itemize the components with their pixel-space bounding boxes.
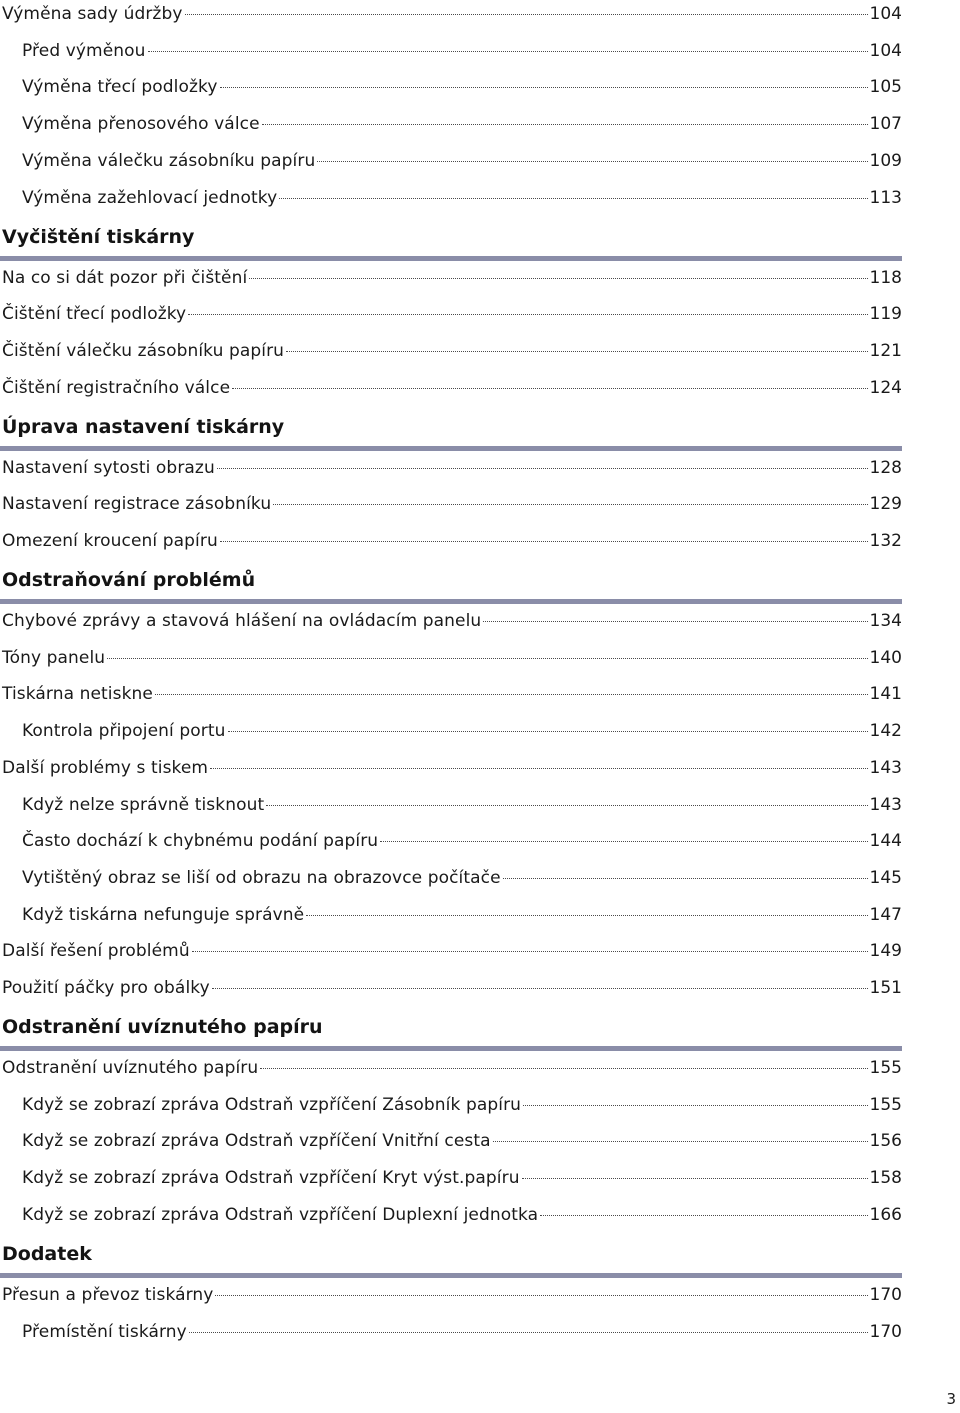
toc-row <box>0 1127 902 1155</box>
dot-leader <box>217 467 868 469</box>
toc-row <box>0 974 902 1002</box>
toc-entry[interactable] <box>2 527 902 555</box>
toc-entry[interactable] <box>2 337 902 365</box>
dot-leader <box>210 767 867 769</box>
toc-entry[interactable] <box>2 0 902 28</box>
entry-title: Výměna přenosového válce <box>22 114 260 135</box>
dot-leader <box>107 657 867 659</box>
entry-title: Když se zobrazí zpráva Odstraň vzpříčení Zásobník papíru <box>22 1094 522 1115</box>
toc-row <box>0 717 902 745</box>
entry-title: Před výměnou <box>22 40 146 61</box>
entry-page-number: 149 <box>869 941 902 962</box>
dot-leader <box>523 1104 868 1106</box>
dot-leader <box>279 197 867 199</box>
entry-page-number: 129 <box>869 494 902 515</box>
dot-leader <box>273 503 867 505</box>
entry-page-number: 121 <box>869 340 902 361</box>
section-heading <box>2 1239 902 1269</box>
entry-page-number: 145 <box>869 867 902 888</box>
toc-entry[interactable] <box>2 1281 902 1309</box>
entry-title: Výměna sady údržby <box>2 4 183 24</box>
toc-subentry[interactable] <box>22 864 902 892</box>
toc-entry[interactable] <box>2 374 902 402</box>
toc-row <box>0 1054 902 1082</box>
entry-title: Další řešení problémů <box>2 941 190 962</box>
toc-subentry[interactable] <box>22 717 902 745</box>
entry-title: Tiskárna netiskne <box>2 684 153 705</box>
toc-subentry[interactable] <box>22 110 902 138</box>
entry-page-number: 132 <box>869 531 902 551</box>
entry-title: Chybové zprávy a stavová hlášení na ovládacím panelu <box>2 611 482 631</box>
toc-entry[interactable] <box>2 754 902 782</box>
entry-page-number: 104 <box>869 40 902 61</box>
entry-title: Když se zobrazí zpráva Odstraň vzpříčení Kryt výst.papíru <box>22 1168 520 1189</box>
toc-entry[interactable] <box>2 454 902 482</box>
entry-title: Přemístění tiskárny <box>22 1321 187 1342</box>
entry-page-number: 155 <box>869 1058 902 1078</box>
toc-row <box>0 110 902 138</box>
entry-title: Nastavení registrace zásobníku <box>2 494 272 515</box>
toc-entry[interactable] <box>2 607 902 635</box>
dot-leader <box>522 1177 868 1179</box>
entry-page-number: 141 <box>869 684 902 705</box>
entry-title: Když se zobrazí zpráva Odstraň vzpříčení Vnitřní cesta <box>22 1131 491 1152</box>
toc-row <box>0 754 902 782</box>
toc-row <box>0 264 902 292</box>
section-heading <box>2 412 902 442</box>
toc-entry[interactable] <box>2 1054 902 1082</box>
dot-leader <box>306 914 867 916</box>
toc-subentry[interactable] <box>22 791 902 819</box>
toc-entry[interactable] <box>2 300 902 328</box>
toc-row <box>0 1318 902 1346</box>
entry-title: Kontrola připojení portu <box>22 721 226 742</box>
entry-page-number: 143 <box>869 794 902 815</box>
toc-row <box>0 37 902 65</box>
toc-row <box>0 680 902 708</box>
entry-title: Čištění registračního válce <box>2 377 231 398</box>
section-title: Úprava nastavení tiskárny <box>2 415 285 438</box>
toc-subentry[interactable] <box>22 147 902 175</box>
entry-title: Když tiskárna nefunguje správně <box>22 904 305 925</box>
entry-title: Použití páčky pro obálky <box>2 978 210 998</box>
entry-title: Když nelze správně tisknout <box>22 794 265 815</box>
dot-leader <box>249 277 867 279</box>
entry-page-number: 119 <box>869 304 902 325</box>
dot-leader <box>220 540 868 542</box>
toc-row <box>0 1164 902 1192</box>
dot-leader <box>262 123 868 125</box>
entry-title: Výměna třecí podložky <box>22 77 218 98</box>
entry-title: Omezení kroucení papíru <box>2 531 218 551</box>
toc-subentry[interactable] <box>22 37 902 65</box>
toc-subentry[interactable] <box>22 827 902 855</box>
entry-page-number: 166 <box>869 1204 902 1225</box>
entry-title: Čištění válečku zásobníku papíru <box>2 340 285 361</box>
section-title: Odstranění uvíznutého papíru <box>2 1016 323 1038</box>
section-divider <box>0 599 902 604</box>
entry-page-number: 144 <box>869 831 902 852</box>
section-heading <box>2 1012 902 1042</box>
entry-page-number: 113 <box>869 187 902 208</box>
entry-title: Často dochází k chybnému podání papíru <box>22 831 379 852</box>
entry-page-number: 140 <box>869 647 902 668</box>
section-title: Dodatek <box>2 1242 92 1265</box>
toc-row <box>0 1281 902 1309</box>
section-divider <box>0 1273 902 1278</box>
toc-subentry[interactable] <box>22 184 902 212</box>
toc-row <box>0 1201 902 1229</box>
dot-leader <box>188 313 867 315</box>
toc-subentry[interactable] <box>22 1201 902 1229</box>
toc-entry[interactable] <box>2 644 902 672</box>
toc-entry[interactable] <box>2 680 902 708</box>
toc-row <box>0 901 902 929</box>
dot-leader <box>212 987 868 989</box>
toc-entry[interactable] <box>2 974 902 1002</box>
entry-page-number: 156 <box>869 1131 902 1152</box>
toc-entry[interactable] <box>2 490 902 518</box>
entry-page-number: 118 <box>869 267 902 288</box>
toc-row <box>0 337 902 365</box>
toc-row <box>0 607 902 635</box>
toc-row <box>0 644 902 672</box>
dot-leader <box>483 620 867 622</box>
section-heading <box>2 565 902 595</box>
dot-leader <box>266 804 867 806</box>
toc-subentry[interactable] <box>22 1164 902 1192</box>
toc-row <box>0 791 902 819</box>
toc-row <box>0 0 902 28</box>
dot-leader <box>286 350 867 352</box>
toc-row <box>0 147 902 175</box>
entry-page-number: 170 <box>869 1284 902 1305</box>
toc-row <box>0 527 902 555</box>
entry-page-number: 134 <box>869 611 902 631</box>
entry-title: Na co si dát pozor při čištění <box>2 267 248 288</box>
dot-leader <box>215 1294 867 1296</box>
entry-page-number: 128 <box>869 457 902 478</box>
toc-subentry[interactable] <box>22 901 902 929</box>
toc-row <box>0 300 902 328</box>
toc-row <box>0 864 902 892</box>
toc-row <box>0 73 902 101</box>
entry-page-number: 158 <box>869 1168 902 1189</box>
entry-title: Výměna válečku zásobníku papíru <box>22 150 316 171</box>
dot-leader <box>380 840 867 842</box>
entry-page-number: 107 <box>869 114 902 135</box>
entry-title: Nastavení sytosti obrazu <box>2 457 215 478</box>
entry-page-number: 143 <box>869 757 902 778</box>
dot-leader <box>220 86 868 88</box>
dot-leader <box>148 50 868 52</box>
entry-page-number: 105 <box>869 77 902 98</box>
entry-page-number: 151 <box>869 978 902 998</box>
section-heading <box>2 222 902 252</box>
entry-title: Přesun a převoz tiskárny <box>2 1284 214 1305</box>
toc-row <box>0 1091 902 1119</box>
toc-row <box>0 937 902 965</box>
entry-title: Vytištěný obraz se liší od obrazu na obrazovce počítače <box>22 867 501 888</box>
dot-leader <box>260 1067 867 1069</box>
toc-subentry[interactable] <box>22 73 902 101</box>
page-number: 3 <box>946 1390 956 1408</box>
toc-row <box>0 454 902 482</box>
section-divider <box>0 256 902 261</box>
dot-leader <box>317 160 867 162</box>
toc-subentry[interactable] <box>22 1091 902 1119</box>
entry-page-number: 147 <box>869 904 902 925</box>
dot-leader <box>189 1331 868 1333</box>
dot-leader <box>185 13 868 15</box>
entry-title: Když se zobrazí zpráva Odstraň vzpříčení Duplexní jednotka <box>22 1204 539 1225</box>
entry-title: Další problémy s tiskem <box>2 757 209 778</box>
toc-subentry[interactable] <box>22 1127 902 1155</box>
toc-entry[interactable] <box>2 937 902 965</box>
dot-leader <box>192 950 868 952</box>
dot-leader <box>232 387 867 389</box>
entry-title: Tóny panelu <box>2 647 106 668</box>
entry-page-number: 124 <box>869 377 902 398</box>
dot-leader <box>503 877 868 879</box>
entry-title: Čištění třecí podložky <box>2 304 187 325</box>
toc-row <box>0 827 902 855</box>
entry-page-number: 104 <box>869 4 902 24</box>
toc-row <box>0 490 902 518</box>
toc-subentry[interactable] <box>22 1318 902 1346</box>
entry-title: Odstranění uvíznutého papíru <box>2 1058 259 1078</box>
section-title: Odstraňování problémů <box>2 569 256 591</box>
toc-entry[interactable] <box>2 264 902 292</box>
entry-title: Výměna zažehlovací jednotky <box>22 187 278 208</box>
dot-leader <box>540 1214 867 1216</box>
entry-page-number: 109 <box>869 150 902 171</box>
dot-leader <box>155 693 868 695</box>
section-title: Vyčištění tiskárny <box>2 225 195 248</box>
section-divider <box>0 446 902 451</box>
toc-row <box>0 374 902 402</box>
entry-page-number: 142 <box>869 721 902 742</box>
dot-leader <box>493 1140 868 1142</box>
dot-leader <box>228 730 868 732</box>
entry-page-number: 155 <box>869 1094 902 1115</box>
entry-page-number: 170 <box>869 1321 902 1342</box>
toc-row <box>0 184 902 212</box>
section-divider <box>0 1046 902 1051</box>
